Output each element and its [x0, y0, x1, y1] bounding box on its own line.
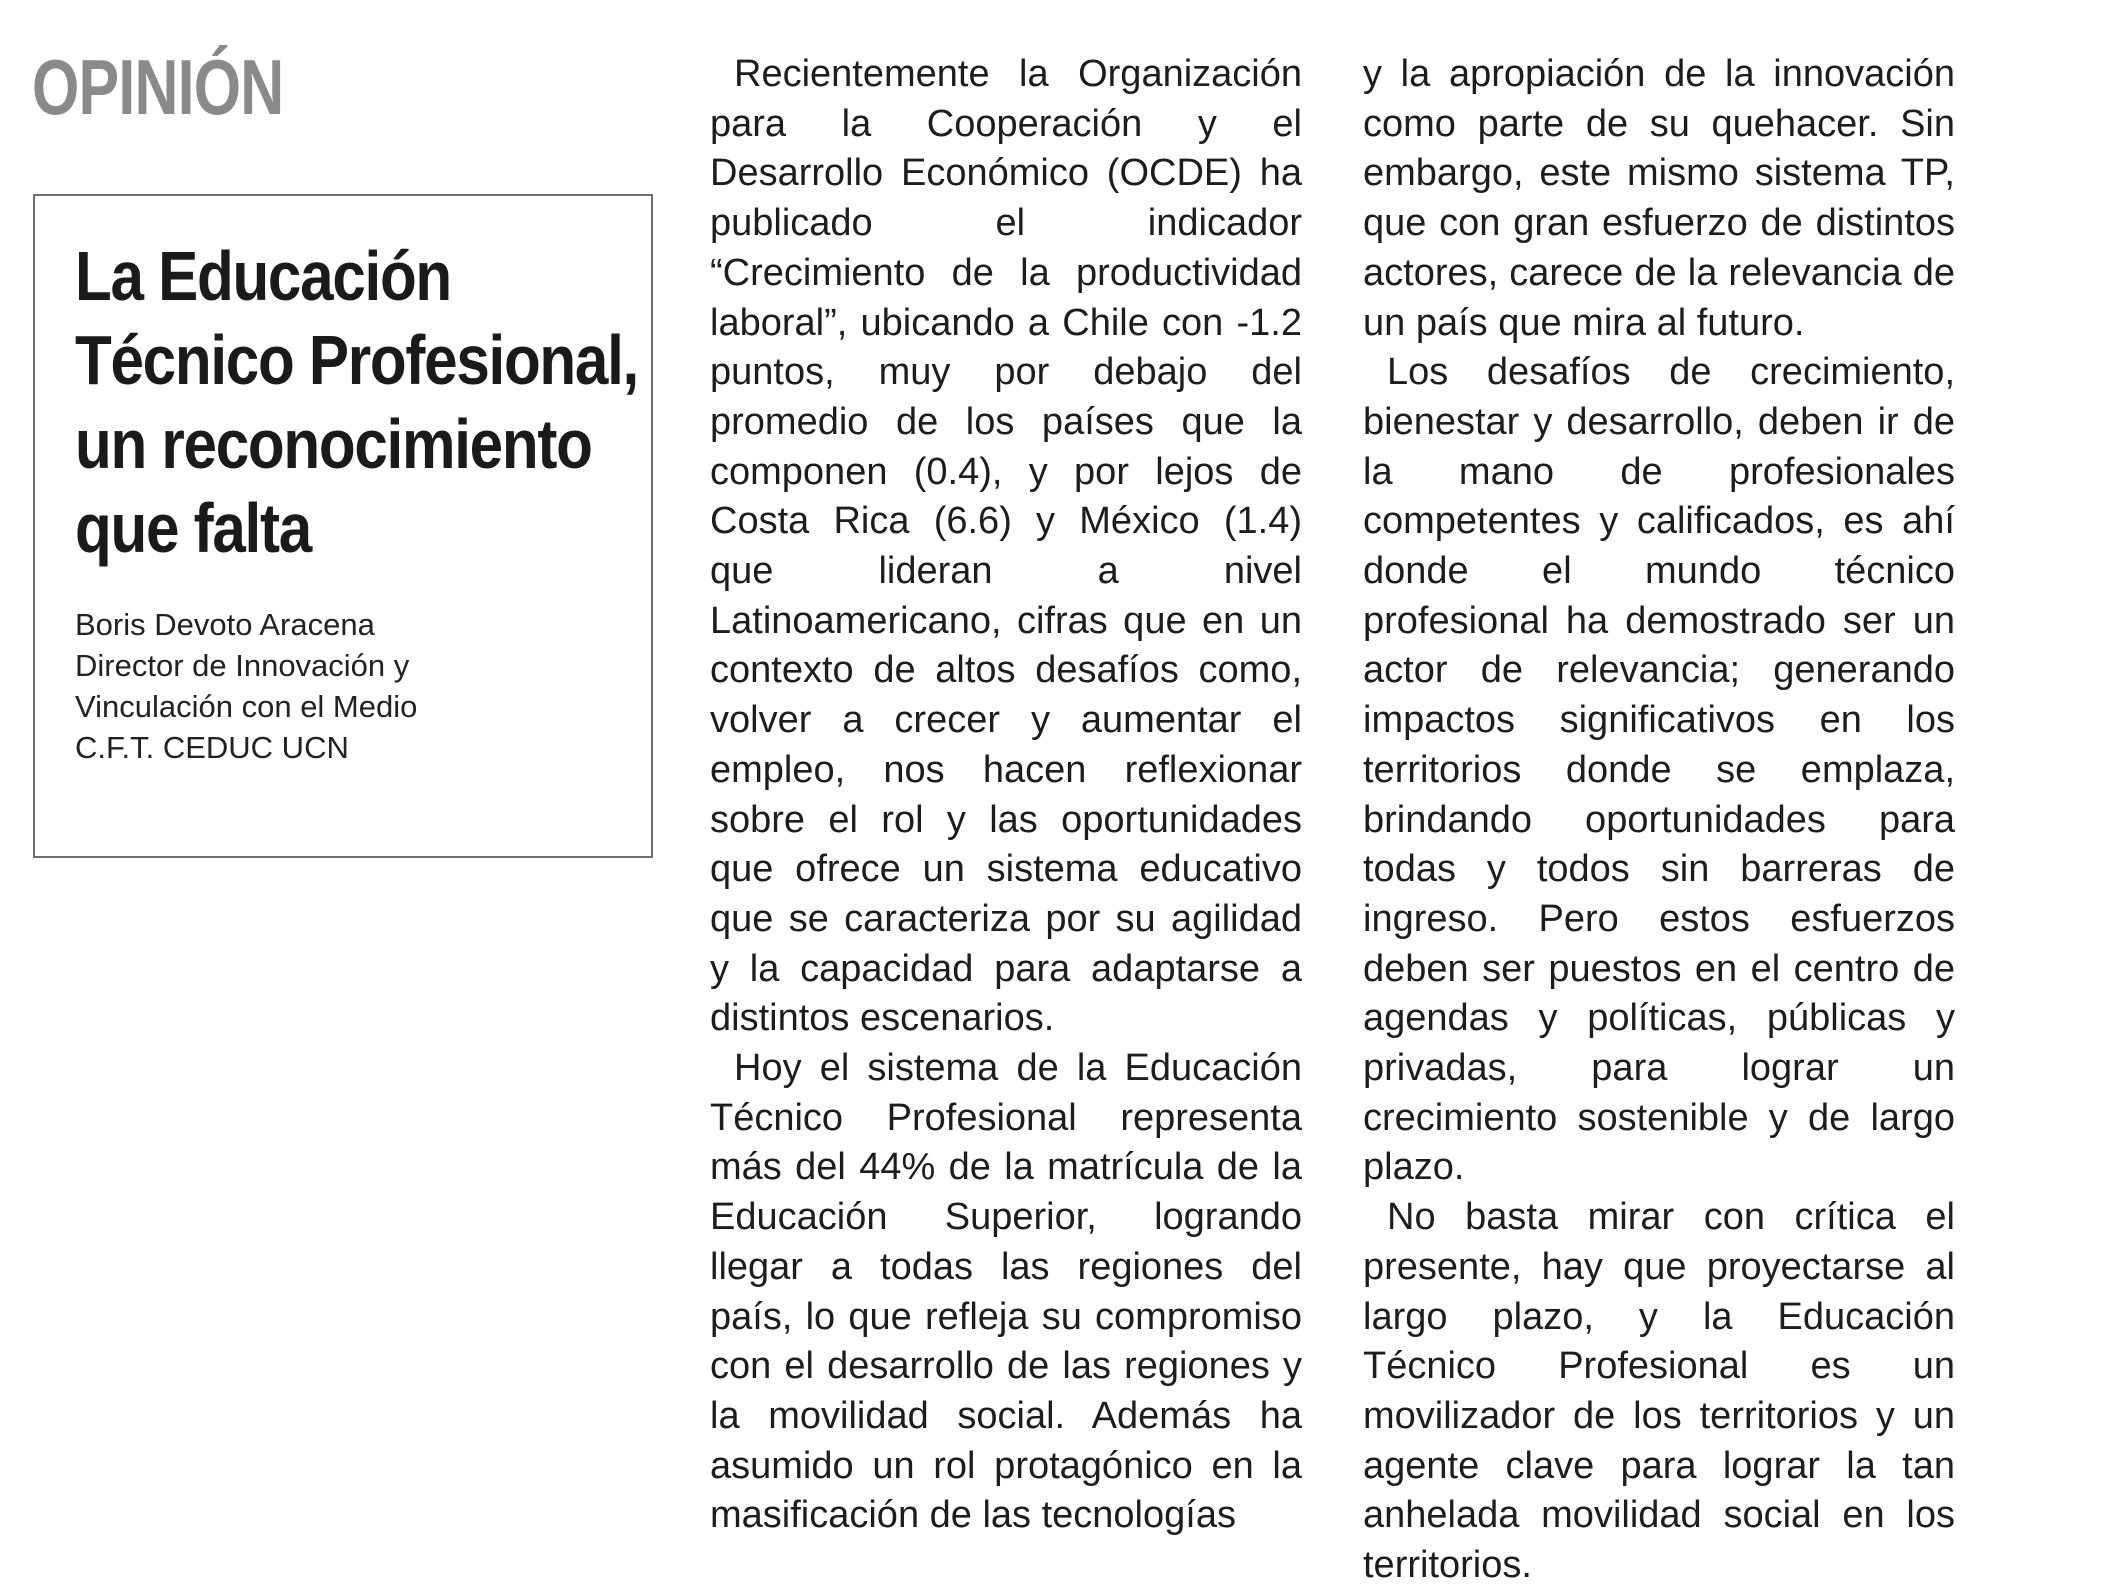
body-paragraph: Los desafíos de crecimiento, bienestar y desarrollo, deben ir de la mano de profesionales competentes y calificados, es ahí donde el mundo técnico profesional ha demostrado ser un actor de relevancia; generando impactos significativos en los territorios donde se emplaza, brindando oportunidades para todas y todos sin barreras de ingreso. Pero estos esfuerzos deben ser puestos en el centro de agendas y políticas, públicas y privadas, para lograr un crecimiento sostenible y de largo plazo.	[1363, 351, 1955, 1189]
author-byline	[75, 604, 417, 768]
body-paragraph-continued: y la apropiación de la innovación como parte de su quehacer. Sin embargo, este mismo sistema TP, que con gran esfuerzo de distintos actores, carece de la relevancia de un país que mira al futuro.	[1363, 53, 1955, 344]
article-column-2	[1363, 50, 1955, 1591]
headline-line: un reconocimiento	[75, 405, 592, 483]
headline-line: La Educación	[75, 237, 451, 315]
section-label: OPINIÓN	[32, 43, 284, 131]
article-headline	[75, 234, 638, 570]
author-institution: C.F.T. CEDUC UCN	[75, 730, 349, 765]
body-paragraph: Hoy el sistema de la Educación Técnico Profesional representa más del 44% de la matrícula de la Educación Superior, logrando llegar a todas las regiones del país, lo que refleja su compromiso con el desarrollo de las regiones y la movilidad social. Además ha asumido un rol protagónico en la masificación de las tecnologías	[710, 1047, 1302, 1537]
author-role: Director de Innovación y	[75, 648, 410, 683]
body-paragraph: Recientemente la Organización para la Cooperación y el Desarrollo Económico (OCDE) ha publicado el indicador “Crecimiento de la productividad laboral”, ubicando a Chile con -1.2 puntos, muy por debajo del promedio de los países que la componen (0.4), y por lejos de Costa Rica (6.6) y México (1.4) que lideran a nivel Latinoamericano, cifras que en un contexto de altos desafíos como, volver a crecer y aumentar el empleo, nos hacen reflexionar sobre el rol y las oportunidades que ofrece un sistema educativo que se caracteriza por su agilidad y la capacidad para adaptarse a distintos escenarios.	[710, 53, 1302, 1040]
author-name: Boris Devoto Aracena	[75, 607, 375, 642]
author-role: Vinculación con el Medio	[75, 689, 418, 724]
article-column-1	[710, 50, 1302, 1541]
headline-line: Técnico Profesional,	[75, 321, 638, 399]
headline-box	[33, 194, 653, 858]
body-paragraph: No basta mirar con crítica el presente, hay que proyectarse al largo plazo, y la Educación Técnico Profesional es un movilizador de los territorios y un agente clave para lograr la tan anhelada movilidad social en los territorios.	[1363, 1196, 1955, 1587]
headline-line: que falta	[75, 489, 311, 567]
